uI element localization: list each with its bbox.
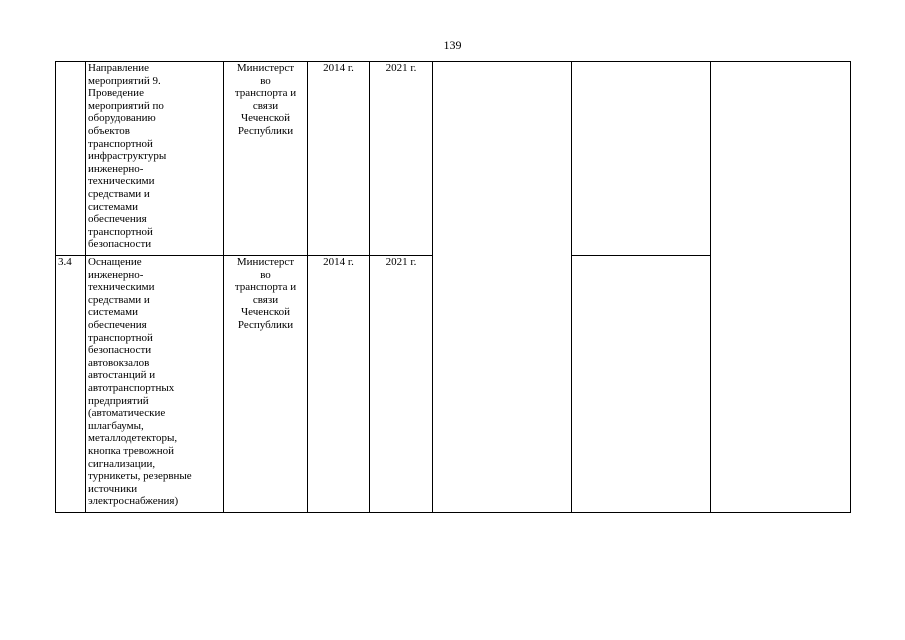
row-number-cell [56, 62, 86, 256]
empty-cell [572, 62, 711, 256]
page-number: 139 [443, 38, 462, 52]
start-year: 2014 г. [323, 62, 354, 74]
measures-table [55, 61, 851, 513]
end-year-cell [370, 62, 433, 256]
executor: Министерст во транспорта и связи Чеченской Республики [234, 256, 297, 331]
measure-name: Направление мероприятий 9. Проведение мероприятий по оборудованию объектов транспортной инфраструктуры инженерно- техническими средствами и системами обеспечения транспортной безопасности [88, 62, 167, 251]
table-row [56, 62, 851, 256]
row-number: 3.4 [58, 256, 72, 268]
empty-cell-merged [433, 62, 572, 513]
start-year: 2014 г. [323, 256, 354, 268]
end-year: 2021 г. [385, 62, 417, 74]
row-number-cell [56, 256, 86, 513]
measure-name-cell [86, 62, 224, 256]
start-year-cell [308, 256, 370, 513]
measure-name-cell [86, 256, 224, 513]
measure-name: Оснащение инженерно- техническими средствами и системами обеспечения транспортной безопасности автовокзалов автостанций и автотранспортных предприятий (автоматические шлагбаумы, металлодетекторы, кнопка тревожной сигнализации, турникеты, резервные источники электроснабжения) [88, 256, 192, 508]
executor-cell [224, 256, 308, 513]
end-year: 2021 г. [385, 256, 417, 268]
executor: Министерст во транспорта и связи Чеченской Республики [234, 62, 297, 137]
start-year-cell [308, 62, 370, 256]
empty-cell-merged [711, 62, 851, 513]
empty-cell [572, 256, 711, 513]
executor-cell [224, 62, 308, 256]
end-year-cell [370, 256, 433, 513]
